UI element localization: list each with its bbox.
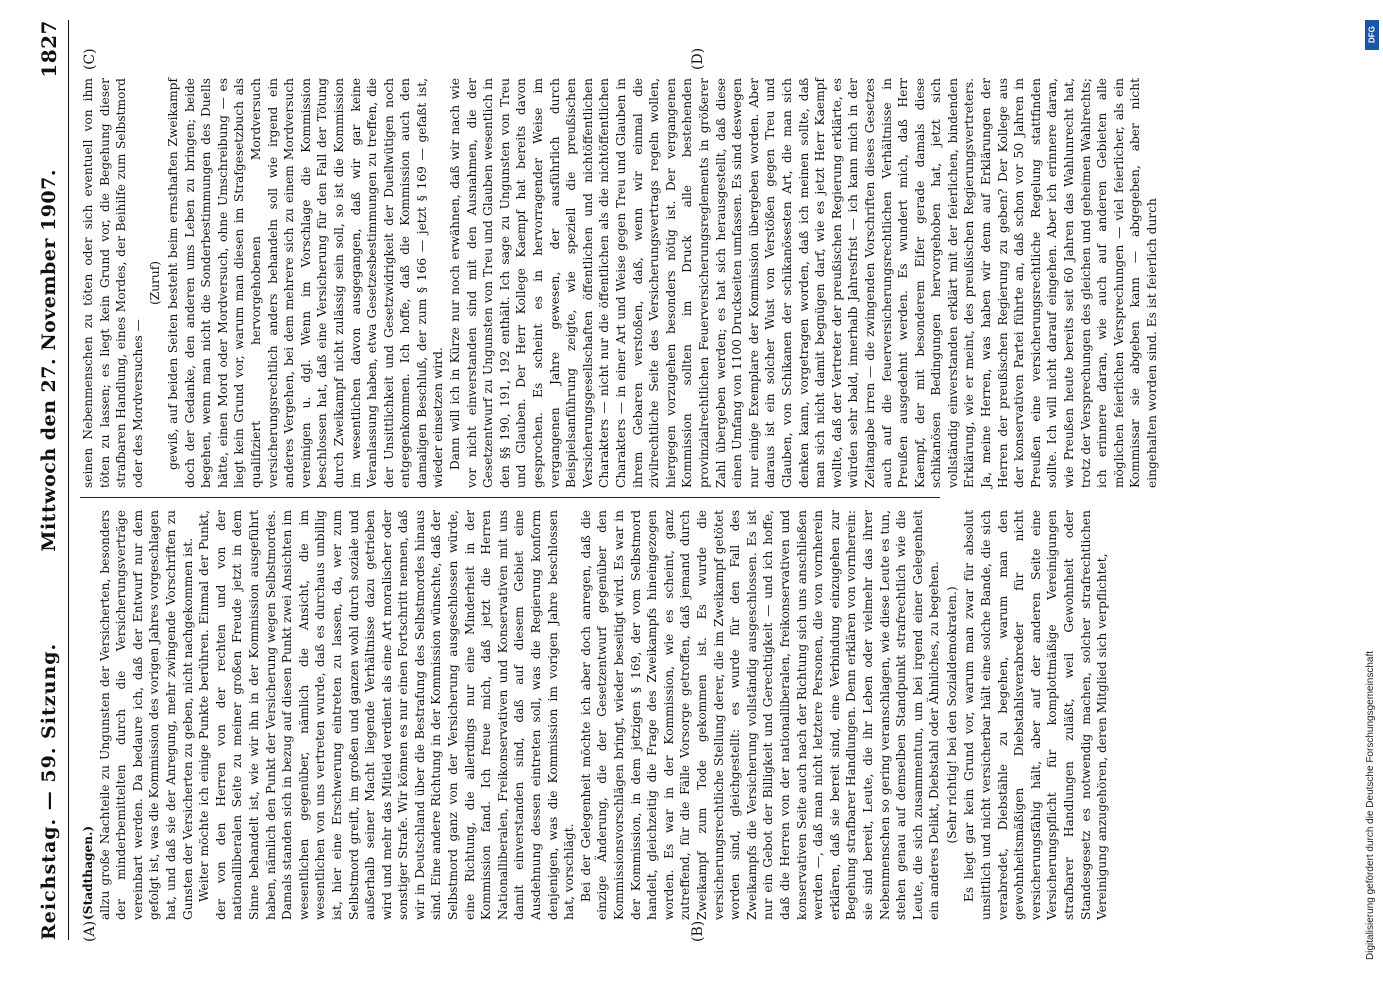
paragraph: allzu große Nachteile zu Ungunsten der Versicherten, besonders der minderbemittelten durch die Versicherungsverträge vereinbart werden. Da bedaure ich, daß der Entwurf nur dem gefolgt ist, was die Kommission des vorigen Jahres vorgeschlagen hat, und daß sie der Anregung, mehr zwingende Vorschriften zu Gunsten der Versicherten zu geben, nicht nachgekommen ist. [97, 510, 195, 920]
running-header [32, 20, 66, 940]
paragraph: gewiß, auf beiden Seiten besteht beim ernsthaften Zweikampf doch der Gedanke, den anderen ums Leben zu bringen; beide begehen, wenn man nicht die Sonderbestimmungen des Duells hätte, einen Mord oder Mordversuch, ohne Umschreibung — es liegt kein Grund vor, warum man diesen im Strafgesetzbuch als qualifiziert hervorgehobenen Mordversuch versicherungsrechtlich anders behandeln soll wie irgend ein anderes Vergehen, bei dem mehrere sich zu einem Mordversuch vereinigen u. dgl. Wenn im Vorschlage die Kommission beschlossen hat, daß eine Versicherung für den Fall der Tötung durch Zweikampf nicht zulässig sein soll, so ist die Kommission im wesentlichen davon ausgegangen, daß wir gar keine Veranlassung haben, etwa Gesetzesbestimmungen zu treffen, die der Unsittlichkeit und Gesetzwidrigkeit der Duellwütigen noch entgegenkommen. Ich hoffe, daß die Kommission auch den damaligen Beschluß, der zum § 166 — jetzt § 169 — gefaßt ist, wieder einsetzen wird. [165, 78, 446, 488]
paragraph: Bei der Gelegenheit möchte ich aber doch anregen, daß die einzige Änderung, die der Gesetzentwurf gegenüber den Kommissionsvorschlägen bringt, wieder beseitigt wird. Es war in der Kommission, in dem jetzigen § 169, der vom Selbstmord handelt, gleichzeitig die Frage des Zweikampfs hineingezogen worden. Es war in der Kommission, wie es scheint, ganz zutreffend, für die Fälle Vorsorge getroffen, daß jemand durch Zweikampf zum Tode gekommen ist. Es wurde die versicherungsrechtliche Stellung derer, die im Zweikampf getötet worden sind, gleichgestellt: es wurde für den Fall des Zweikampfs die Versicherung vollständig ausgeschlossen. Es ist nur ein Gebot der Billigkeit und Gerechtigkeit — und ich hoffe, daß die Herren von der nationalliberalen, freikonservativen und konservativen Seite auch nach der Richtung sich uns anschließen werden —, daß man nicht letztere Personen, die von vornherein erklären, daß sie bereit sind, eine Verbindung einzugehen zur Begehung strafbarer Handlungen. Denn erklären von vornherein: sie sind bereit, Leute, die ihr Leben oder vielmehr das ihrer Nebenmenschen so gering veranschlagen, wie diese Leute es tun, stehen genau auf demselben Standpunkt strafrechtlich wie die Leute, die sich zusammentun, um bei irgend einer Gelegenheit ein anderes Delikt, Diebstahl oder Ähnliches, zu begehen. [578, 510, 942, 920]
header-rule [68, 20, 69, 940]
paragraph: Dann will ich in Kürze nur noch erwähnen, daß wir nach wie vor nicht einverstanden sind mit den Ausnahmen, die der Gesetzentwurf zu Ungunsten von Treu und Glauben wesentlich in den §§ 190, 191, 192 enthält. Ich sage zu Ungunsten von Treu und Glauben. Der Herr Kollege Kaempf hat bereits davon gesprochen. Es scheint es in hervorragender Weise im vergangenen Jahre gewesen, der ausführlich durch Beispielsanführung zeigte, wie speziell die preußischen Versicherungsgesellschaften öffentlichen und nichtöffentlichen Charakters — nicht nur die öffentlichen als die nichtöffentlichen Charakters — in einer Art und Weise gegen Treu und Glauben in ihrem Gebaren verstoßen, daß, wenn wir einmal die zivilrechtliche Seite des Versicherungsvertrags regeln wollen, hiergegen vorzugehen besonders nötig ist. Der vergangenen Kommission sollten im Druck alle bestehenden provinzialrechtlichen Feuerversicherungsreglements in größerer Zahl übergeben werden; es hat sich herausgestellt, daß diese einen Umfang von 1100 Druckseiten umfassen. Es sind deswegen nur einige Exemplare der Kommission übergeben worden. Aber daraus ist ein solcher Wust von Verstößen gegen Treu und Glauben, von Schikanen der schikanösesten Art, die man sich denken kann, vorgetragen worden, daß ich meinen sollte, daß man sich nicht damit begnügen darf, wie es jetzt Herr Kaempf wollte, daß der Vertreter der preußischen Regierung erklärte, es würden sehr bald, innerhalb Jahresfrist — ich kann mich in der Zeitangabe irren — die zwingenden Vorschriften dieses Gesetzes auch auf die feuerversicherungsrechtlichen Verhältnisse in Preußen ausgedehnt werden. Es wundert mich, daß Herr Kaempf, der mit besonderem Eifer gerade damals diese schikanösen Bedingungen hervorgehoben hat, jetzt sich vollständig einverstanden erklärt mit der feierlichen, bindenden Erklärung, wie er meint, des preußischen Regierungsvertreters. Ja, meine Herren, was haben wir denn auf Erklärungen der Herren der preußischen Regierung zu geben? Der Kollege aus der konservativen Partei führte an, daß schon vor 50 Jahren in Preußen eine versicherungsrechtliche Regelung stattfinden sollte. Ich will nicht darauf eingehen. Aber ich erinnere daran, wie Preußen heute bereits seit 60 Jahren das Wahlunrecht hat, trotz der Versprechungen des gleichen und geheimen Wahlrechts; ich erinnere daran, wie auch auf anderen Gebieten alle möglichen feierlichen Versprechungen — viel feierlicher, als ein Kommissar sie abgeben kann — abgegeben, aber nicht eingehalten worden sind. Es ist feierlich durch [448, 78, 1159, 488]
paragraph: Es liegt gar kein Grund vor, warum man zwar für absolut unsittlich und nicht versicherbar hält eine solche Bande, die sich verabredet, Diebstähle zu begehen, warum man den gewohnheitsmäßigen Diebstahlsverabreder für nicht versicherungsfähig hält, aber auf der anderen Seite eine Versicherungspflicht für komplottmäßige Vereinigungen strafbarer Handlungen zuläßt, weil Gewohnheit oder Standesgesetz es notwendig machen, solcher strafrechtlichen Vereinigung anzugehören, deren Mitglied sich verpflichtet, [962, 510, 1110, 920]
speaker-name: (Stadthagen.) [81, 825, 95, 920]
paragraph: Weiter möchte ich einige Punkte berühren. Einmal der Punkt, der von den Herren von der rechten und von der nationalliberalen Seite zu meiner großen Freude jetzt in dem Sinne behandelt ist, wie wir ihn in der Kommission ausgeführt haben, nämlich den Punkt der Versicherung wegen Selbstmordes. Damals standen sich in bezug auf diesen Punkt zwei Ansichten im wesentlichen gegenüber, nämlich die Ansicht, die im wesentlichen von uns vertreten wurde, daß es durchaus unbillig ist, hier eine Erschwerung eintreten zu lassen, da, wer zum Selbstmord greift, im großen und ganzen wohl durch soziale und außerhalb seiner Macht liegende Verhältnisse dazu getrieben wird und mehr das Mitleid verdient als eine Art moralischer oder sonstiger Strafe. Wir können es nur einen Fortschritt nennen, daß wir in Deutschland über die Bestrafung des Selbstmordes hinaus sind. Eine andere Richtung in der Kommission wünschte, daß der Selbstmord ganz von der Versicherung ausgeschlossen würde, eine Richtung, die allerdings nur eine Minderheit in der Kommission fand. Ich freue mich, daß jetzt die Herren Nationalliberalen, Freikonservativen und Konservativen mit uns damit einverstanden sind, daß auf diesem Gebiet eine Ausdehnung dessen eintreten soll, was die Regierung konform denjenigen, was die Kommission im vorigen Jahre beschlossen hat, vorschlägt. [197, 510, 577, 920]
header-session: Reichstag. — 59. Sitzung. [38, 642, 60, 940]
dfg-logo: DFG [1365, 20, 1379, 50]
page-number: 1827 [37, 20, 61, 78]
credit-text: Digitalisierung gefördert durch die Deutsche Forschungsgemeinschaft [1365, 650, 1376, 960]
margin-mark-c: (C) [82, 48, 98, 70]
right-column [80, 78, 1159, 488]
paragraph: seinen Nebenmenschen zu töten oder sich eventuell von ihm töten zu lassen; es liegt kein Grund vor, die Begehung dieser strafbaren Handlung, eines Mordes, der Beihilfe zum Selbstmord oder des Mordversuches — [81, 78, 145, 488]
interjection: (Zuruf) [148, 261, 163, 306]
margin-mark-b: (B) [690, 920, 706, 942]
interjection: (Sehr richtig! bei den Sozialdemokraten.) [944, 586, 959, 844]
margin-mark-a: (A) [82, 920, 98, 942]
digitization-credit [1365, 20, 1379, 980]
left-column [80, 510, 1110, 920]
header-date: Mittwoch den 27. November 1907. [38, 169, 60, 552]
margin-mark-d: (D) [690, 47, 706, 70]
column-divider [80, 497, 940, 498]
